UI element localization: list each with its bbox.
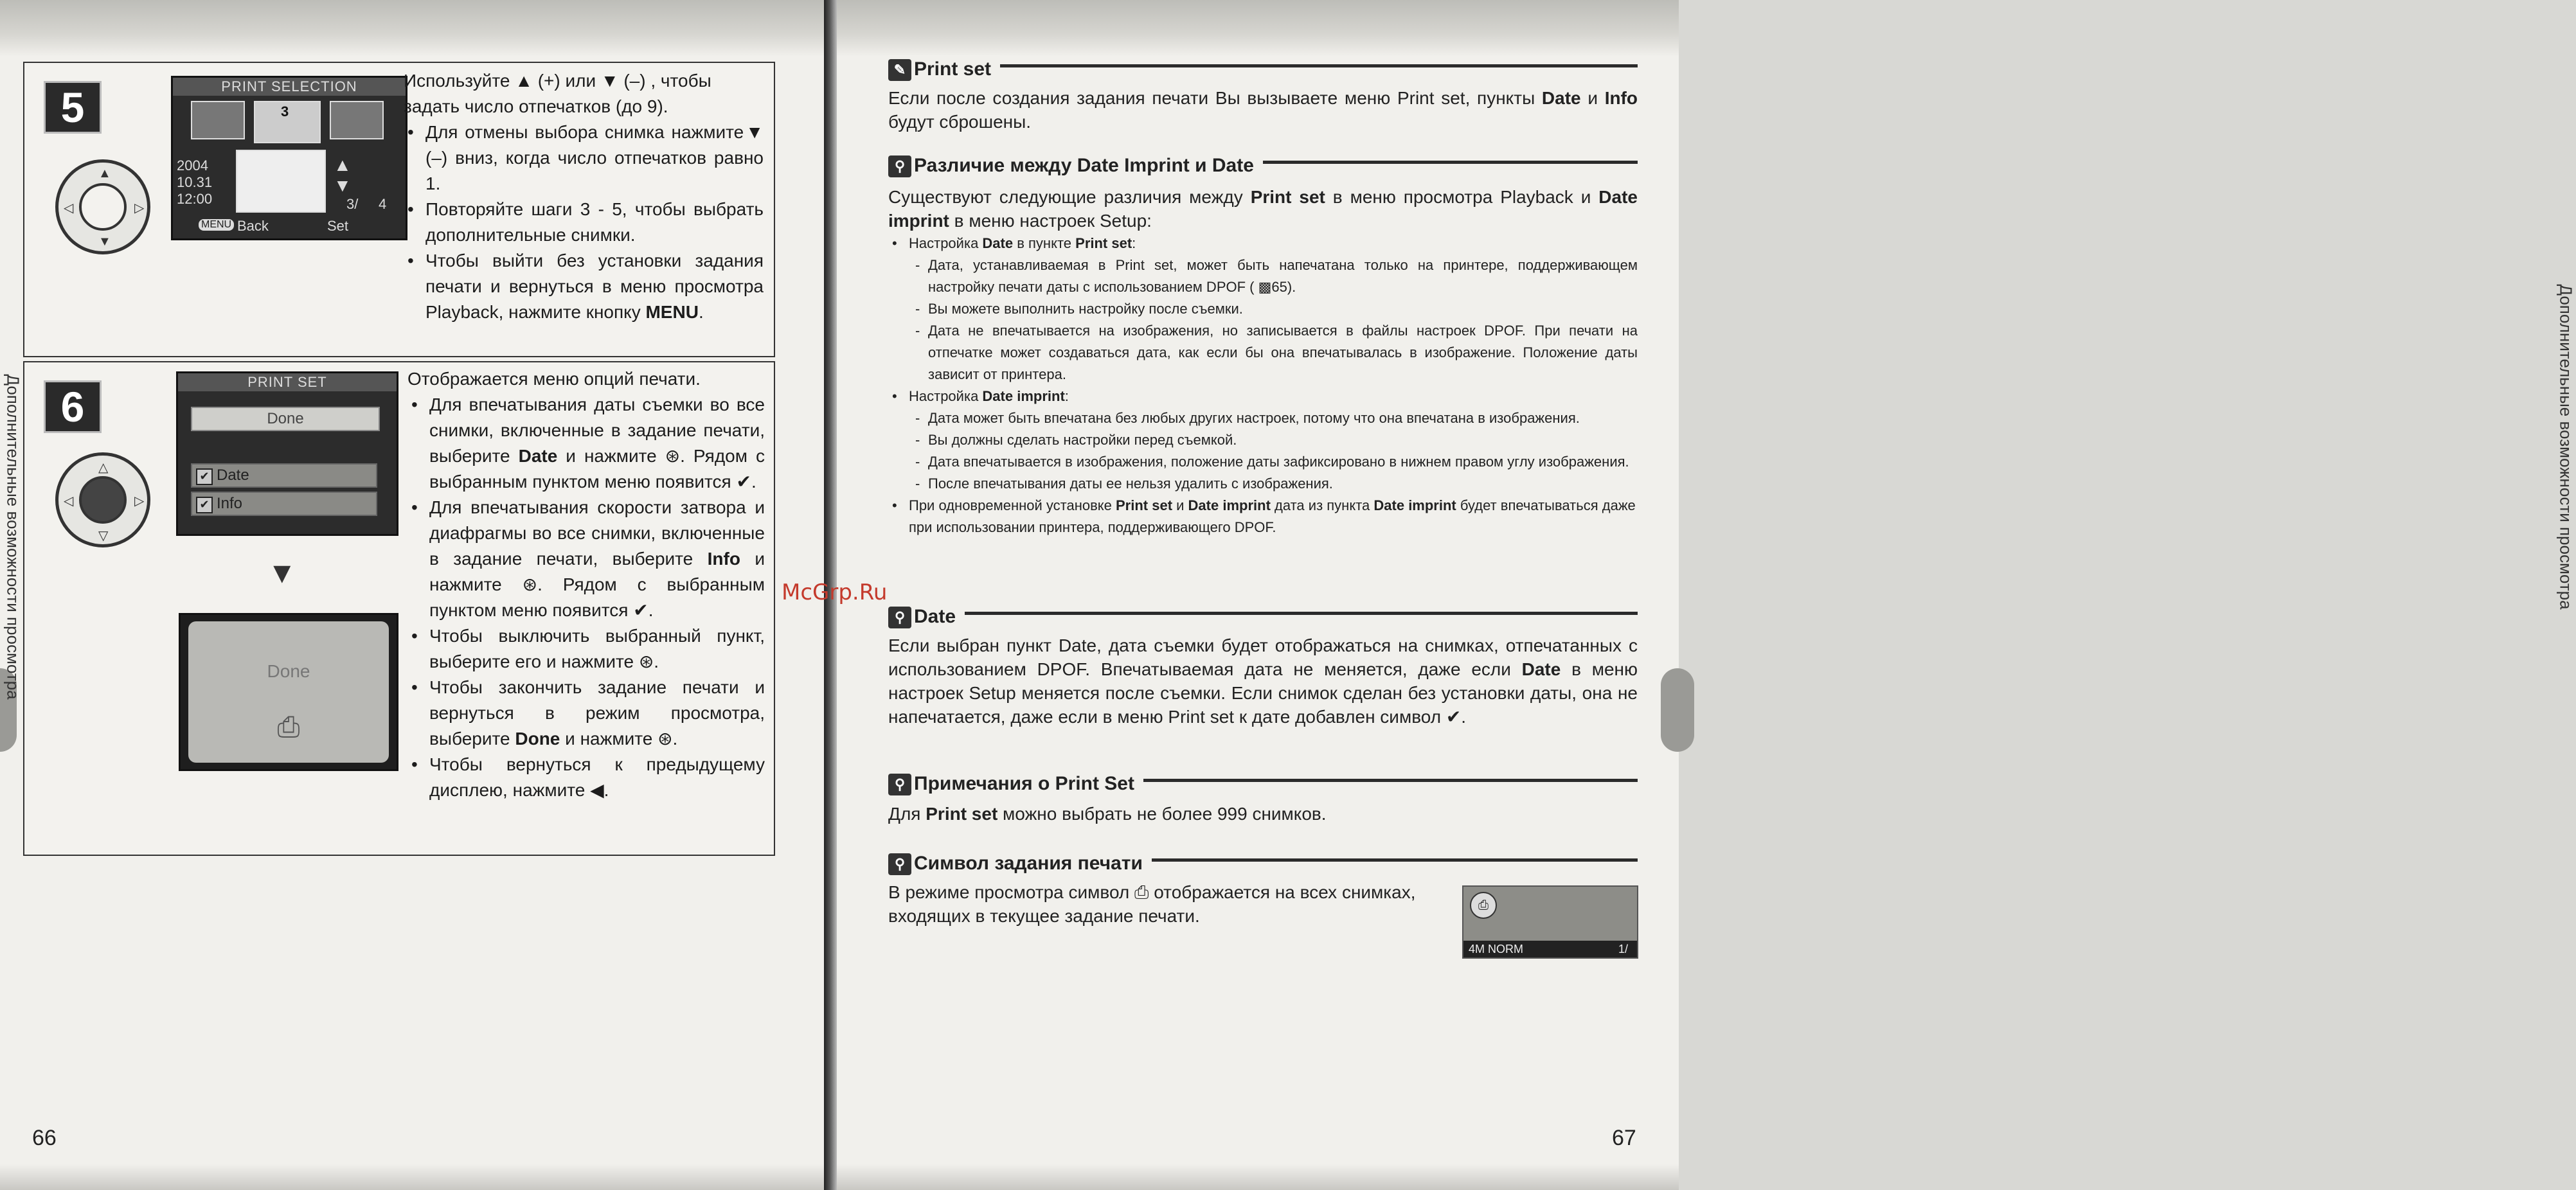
list-item: • Для впечатывания даты съемки во все снимки, включенные в задание печати, выберите Date и нажмите ⊛. Рядом с выбранным пунктом меню появится ✔. <box>407 392 765 495</box>
magnifier-note-icon: ⚲ <box>888 774 911 795</box>
preview-image <box>236 150 326 213</box>
list-subitem: - Дата, устанавливаемая в Print set, может быть напечатана только на принтере, поддерживающем настройку печати даты с использованием DPOF ( ▩65). <box>888 254 1638 298</box>
lcd-back-label: Back <box>237 218 269 234</box>
list-item: • Настройка Date в пункте Print set: <box>888 233 1638 254</box>
multi-selector-ok-icon: △ ▽ ◁ ▷ <box>55 452 150 547</box>
left-page <box>0 0 824 1190</box>
step-6-text <box>407 366 765 803</box>
list-item: • Повторяйте шаги 3 - 5, чтобы выбрать дополнительные снимки. <box>404 197 764 248</box>
list-subitem: - Дата впечатывается в изображения, положение даты зафиксировано в нижнем правом углу изображения. <box>888 451 1638 473</box>
magnifier-note-icon: ⚲ <box>888 853 911 875</box>
scan-shadow-bottom <box>0 1164 824 1190</box>
list-item: • Чтобы вернуться к предыдущему дисплею, нажмите ◀. <box>407 752 765 803</box>
menu-button-icon: MENU <box>199 219 234 231</box>
pencil-note-icon: ✎ <box>888 59 911 81</box>
step-6-intro: Отображается меню опций печати. <box>407 369 701 389</box>
section-print-set-header <box>888 55 1638 81</box>
list-subitem: - Дата не впечатывается на изображения, но записывается в файлы настроек DPOF. При печати на отпечатке может создаваться дата, как если бы она впечатывалась в изображение. Положение даты зависит от принтера. <box>888 320 1638 386</box>
right-page <box>837 0 2576 1190</box>
scan-shadow-top <box>0 0 824 57</box>
section-title: Print set <box>914 58 992 80</box>
section-title: Различие между Date Imprint и Date <box>914 155 1254 176</box>
lcd-counter-total: 4 <box>379 196 387 212</box>
scan-shadow-bottom <box>837 1164 1679 1190</box>
magnifier-note-icon: ⚲ <box>888 155 911 177</box>
print-count-badge: 3 <box>281 103 289 120</box>
arrow-down-icon: ▼ <box>267 556 297 589</box>
step-5-intro: Используйте ▲ (+) или ▼ (–) , чтобы задать число отпечатков (до 9). <box>404 71 711 116</box>
section-title: Примечания о Print Set <box>914 773 1134 794</box>
list-item: • Настройка Date imprint: <box>888 386 1638 407</box>
camera-lcd-print-selection <box>171 76 407 240</box>
lcd-set-label: Set <box>327 218 349 234</box>
side-tab-label: Дополнительные возможности просмотра <box>2556 284 2576 610</box>
done-label: Done <box>267 661 310 681</box>
lcd-title: PRINT SET <box>178 373 397 391</box>
thumb-tab <box>1661 668 1694 752</box>
menu-key-label: MENU <box>645 302 699 322</box>
difference-list <box>888 233 1638 538</box>
thumbnail <box>330 101 384 139</box>
camera-lcd-print-set <box>176 371 398 536</box>
difference-intro: Существуют следующие различия между Print set в меню просмотра Playback и Date imprint в меню настроек Setup: <box>888 187 1638 231</box>
side-tab-label: Дополнительные возможности просмотра <box>3 374 23 700</box>
step-6-box <box>23 361 775 856</box>
lcd-date: 2004 <box>177 157 208 173</box>
date-menu-item: ✔ Date <box>191 463 377 488</box>
section-difference-header <box>888 152 1638 177</box>
magnifier-note-icon: ⚲ <box>888 607 911 628</box>
watermark: McGrp.Ru <box>782 580 888 605</box>
print-order-icon: ⎙ <box>1470 892 1497 919</box>
list-item: • Для отмены выбора снимка нажмите▼ (–) вниз, когда число отпечатков равно 1. <box>404 120 764 197</box>
lcd-time: 12:00 <box>177 191 213 207</box>
step-5-text <box>404 68 764 325</box>
camera-lcd-done <box>179 613 398 771</box>
date-text: Если выбран пункт Date, дата съемки будет отображаться на снимках, отпечатанных с использованием DPOF. Впечатываемая дата не меняется, даже если Date в меню настроек Setup меняется после съемки. Если снимок сделан без установки даты, она не напечатается, даже если в меню Print set к дате добавлен символ ✔. <box>888 635 1638 727</box>
step-number: 5 <box>44 81 102 134</box>
list-subitem: - После впечатывания даты ее нельзя удалить с изображения. <box>888 473 1638 495</box>
page-number: 66 <box>32 1126 57 1150</box>
list-subitem: - Вы можете выполнить настройку после съемки. <box>888 298 1638 320</box>
page-number: 67 <box>1612 1126 1636 1150</box>
section-date-header <box>888 603 1638 628</box>
list-item: • Для впечатывания скорости затвора и диафрагмы во все снимки, включенные в задание печати, выберите Info и нажмите ⊛. Рядом с выбранным пунктом меню появится ✔. <box>407 495 765 623</box>
lcd-status-bar: 4M NORM 1/ <box>1463 941 1637 957</box>
list-item: • При одновременной установке Print set и Date imprint дата из пункта Date imprint будет впечатываться даже при использовании принтера, поддерживающего DPOF. <box>888 495 1638 538</box>
notes-text: Для Print set можно выбрать не более 999 снимков. <box>888 804 1327 824</box>
lcd-title: PRINT SELECTION <box>173 78 406 96</box>
list-item: • Чтобы закончить задание печати и вернуться в режим просмотра, выберите Done и нажмите ⊛. <box>407 675 765 752</box>
checkbox-icon: ✔ <box>196 468 213 485</box>
step-5-box <box>23 62 775 357</box>
thumbnail <box>191 101 245 139</box>
checkbox-icon: ✔ <box>196 497 213 513</box>
symbol-text: В режиме просмотра символ ⎙ отображается на всех снимках, входящих в текущее задание печати. <box>888 882 1416 926</box>
info-menu-item: ✔ Info <box>191 492 377 516</box>
scan-shadow-top <box>837 0 1679 57</box>
list-subitem: - Вы должны сделать настройки перед съемкой. <box>888 429 1638 451</box>
multi-selector-icon: ▲ ▼ ◁ ▷ <box>55 159 150 254</box>
list-item: • Чтобы выйти без установки задания печати и вернуться в меню просмотра Playback, нажмите кнопку MENU. <box>404 248 764 325</box>
playback-lcd-sample <box>1462 885 1638 959</box>
section-title: Date <box>914 606 956 627</box>
list-subitem: - Дата может быть впечатана без любых других настроек, потому что она впечатана в изображения. <box>888 407 1638 429</box>
done-menu-item: Done <box>191 407 380 431</box>
print-set-text: Если после создания задания печати Вы вызываете меню Print set, пункты Date и Info будут сброшены. <box>888 88 1638 132</box>
section-symbol-header <box>888 849 1638 875</box>
lcd-counter: 3/ <box>346 196 359 212</box>
up-down-icon: ▲ ▼ <box>334 155 352 195</box>
done-screen <box>188 621 389 763</box>
section-title: Символ задания печати <box>914 853 1143 874</box>
step-number: 6 <box>44 380 102 433</box>
print-order-icon: ⎙ <box>277 711 300 743</box>
list-item: • Чтобы выключить выбранный пункт, выберите его и нажмите ⊛. <box>407 623 765 675</box>
section-notes-header <box>888 770 1638 795</box>
lcd-date2: 10.31 <box>177 174 213 190</box>
